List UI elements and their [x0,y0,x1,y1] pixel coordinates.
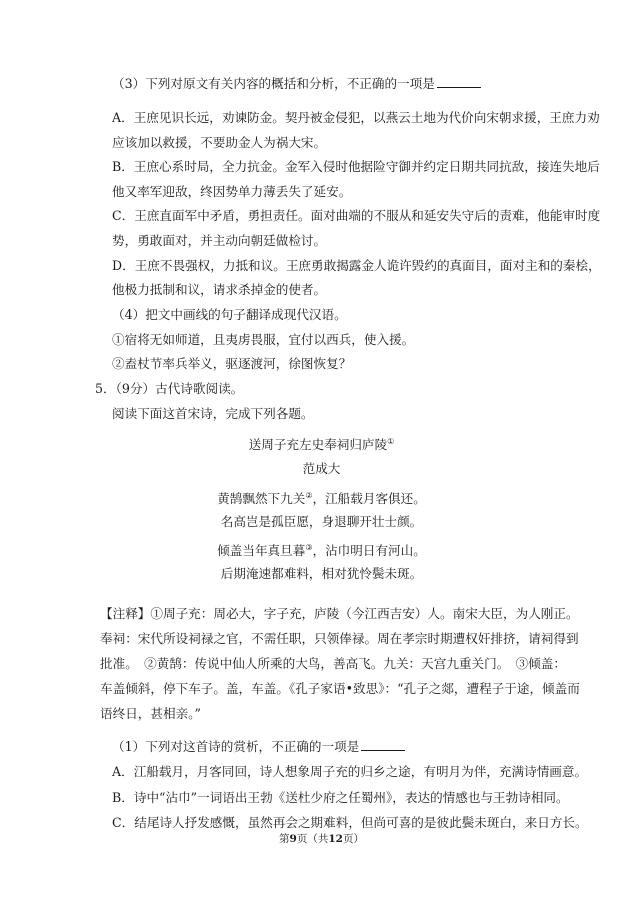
footnote-marker: ③ [305,543,313,552]
sub1-stem: （1）下列对这首诗的赏析，不正确的一项是 [112,738,405,756]
q4-sentence-1: ①宿将无如师道，且夷虏畏服，宜付以西兵，使入援。 [112,332,415,347]
notes-line-1: 【注释】①周子充：周必大，字子充，庐陵（今江西吉安）人。南宋大臣，为人刚正。 [100,606,579,621]
sub1-option-b: B．诗中“沾巾”一词语出王勃《送杜少府之任蜀州》，表达的情感也与王勃诗相同。 [112,790,569,805]
q3-option-b-line2: 他又率军迎敌，终因势单力薄丢失了延安。 [112,184,352,199]
poem-author: 范成大 [302,461,341,476]
q4-stem: （4）把文中画线的句子翻译成现代汉语。 [112,307,347,322]
q3-option-b-line1: B．王庶心系时局，全力抗金。金军入侵时他据险守御并约定日期共同抗敌，接连失地后 [112,159,600,174]
sub1-option-c: C．结尾诗人抒发感慨，虽然再会之期难料，但尚可喜的是彼此鬓未斑白，来日方长。 [112,815,588,830]
q3-option-d-line1: D．王庶不畏强权，力抵和议。王庶勇敢揭露金人诡许毁约的真面目，面对主和的秦桧， [112,258,601,273]
q3-option-c-line1: C．王庶直面军中矛盾，勇担责任。面对曲端的不服从和延安失守后的责难，他能审时度 [112,208,601,223]
poem-title: 送周子充左史奉祠归庐陵① [248,437,395,453]
q5-heading: 5．（9分）古代诗歌阅读。 [95,381,244,396]
q3-option-a-line2: 应该加以救援，不要助金人为祸大宋。 [112,135,327,150]
footnote-marker: ② [305,491,313,500]
notes-line-3: 批准。 ②黄鹄：传说中仙人所乘的大鸟，善高飞。九关：天宫九重关门。 ③倾盖： [100,656,566,671]
q3-option-a-line1: A．王庶见识长远，劝谏防金。契丹被金侵犯，以燕云土地为代价向宋朝求援，王庶力劝 [112,110,600,125]
current-page-number: 9 [289,833,297,845]
answer-blank [437,75,481,88]
poem-line-2: 名高岂是孤臣愿，身退聊开壮士颜。 [220,514,423,529]
poem-line-4: 后期淹速都难料，相对犹怜鬓未斑。 [220,566,423,581]
notes-line-4: 车盖倾斜，停下车子。盖，车盖。《孔子家语•致思》：“孔子之郯，遭程子于途，倾盖而 [100,681,580,696]
q5-instruction: 阅读下面这首宋诗，完成下列各题。 [112,406,314,421]
total-page-number: 12 [328,833,343,845]
q3-option-d-line2: 他极力抵制和议，请求杀掉金的使者。 [112,282,327,297]
q3-option-c-line2: 势，勇敢面对，并主动向朝廷做检讨。 [112,233,327,248]
notes-line-2: 奉祠：宋代所设祠禄之官，不需任职，只领俸禄。周在孝宗时期遭权奸排挤，请祠得到 [100,631,579,646]
poem-line-1: 黄鹄飘然下九关②，江船载月客俱还。 [217,491,426,507]
q4-sentence-2: ②盍杖节率兵举义，驱逐渡河，徐图恢复？ [112,356,352,371]
page-footer: 第9页（共12页） [279,833,364,845]
notes-line-5: 语终日，甚相亲。” [100,706,201,721]
q3-stem: （3）下列对原文有关内容的概括和分析，不正确的一项是 [112,75,481,93]
sub1-option-a: A．江船载月，月客同回，诗人想象周子充的归乡之途，有明月为伴，充满诗情画意。 [112,764,588,779]
answer-blank [361,738,405,751]
footnote-marker: ① [387,437,395,446]
poem-line-3: 倾盖当年真旦暮③，沾巾明日有河山。 [217,543,426,559]
